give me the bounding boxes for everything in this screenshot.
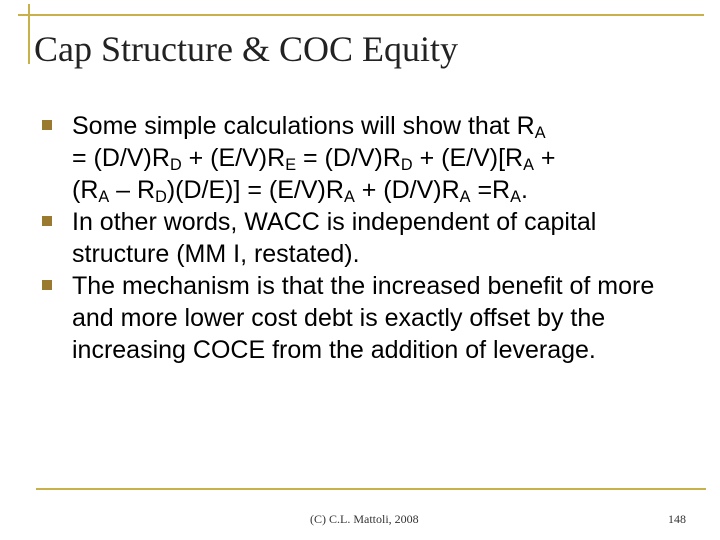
formula-text: = (D/V)R (296, 144, 401, 172)
subscript: D (169, 156, 182, 174)
subscript: A (510, 188, 521, 206)
bullet-text: The mechanism is that the increased benefit of more and more lower cost debt is exactly offset by the increasing COCE from the addition of leverage. (72, 272, 655, 364)
formula-text: )(D/E)] = (E/V)R (166, 176, 344, 204)
bullet-text (72, 112, 555, 204)
bullet-item (40, 206, 690, 270)
footer-rule (36, 488, 706, 490)
bullet-list (40, 110, 690, 366)
formula-text: + (D/V)R (354, 176, 460, 204)
bullet-text: In other words, WACC is independent of capital structure (MM I, restated). (72, 208, 597, 268)
slide-title: Cap Structure & COC Equity (34, 29, 458, 69)
formula-text: + (E/V)R (181, 144, 286, 172)
footer-credit: (C) C.L. Mattoli, 2008 (310, 512, 419, 526)
top-rule (18, 14, 704, 16)
subscript: D (155, 188, 167, 206)
bullet-square-icon (42, 216, 52, 226)
subscript: A (459, 188, 471, 206)
formula-text: + (E/V)[R (412, 144, 524, 172)
left-rule (28, 4, 30, 64)
formula-text: (R (72, 176, 99, 204)
formula-text: Some simple calculations will show that R (72, 112, 535, 140)
subscript: A (523, 156, 534, 174)
subscript: A (534, 124, 546, 142)
formula-text: . (520, 176, 528, 204)
subscript: A (343, 188, 355, 206)
subscript: A (98, 188, 110, 206)
formula-text: =R (470, 176, 511, 204)
bullet-square-icon (42, 280, 52, 290)
subscript: D (400, 156, 413, 174)
formula-text: + (533, 144, 556, 172)
formula-text: = (D/V)R (72, 144, 170, 172)
page-number: 148 (668, 512, 686, 526)
bullet-item (40, 270, 690, 366)
bullet-item (40, 110, 690, 206)
subscript: E (285, 156, 297, 174)
formula-text: – R (109, 176, 156, 204)
bullet-square-icon (42, 120, 52, 130)
